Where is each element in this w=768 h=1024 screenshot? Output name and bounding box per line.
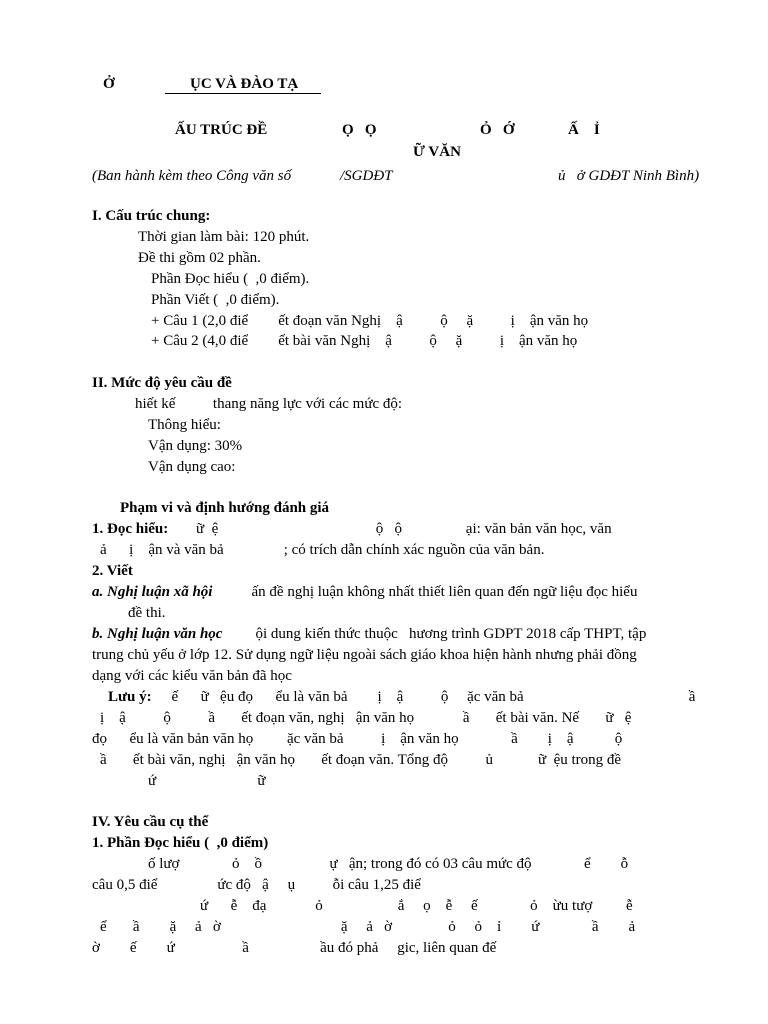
social-essay-text: ấn đề nghị luận không nhất thiết liên quan đến ngữ liệu đọc hiểu: [244, 584, 638, 600]
section4-line: ờ ế ứ ầ ầu đó phả gic, liên quan đế: [92, 940, 497, 956]
reading-text: ữ ệ ộ ộ ại: văn bản văn học, văn: [196, 521, 612, 537]
note-text: ế ữ ệu đọ ểu là văn bả ị ậ ộ ặc văn bả ầ: [164, 689, 696, 705]
section2-line: Thông hiểu:: [148, 417, 221, 433]
title-part-c: Ỏ Ớ: [480, 122, 515, 138]
header-underline: [165, 93, 321, 94]
section1-line: Phần Viết ( ,0 điểm).: [151, 292, 280, 308]
section3-heading: Phạm vi và định hướng đánh giá: [120, 500, 330, 516]
section4-line: ứ ễ đạ ỏ ắ ọ ễ ế ỏ ừu tượ ễ: [200, 898, 633, 914]
section2-heading: II. Mức độ yêu cầu đề: [92, 375, 232, 391]
subject-title: Ữ VĂN: [413, 144, 461, 160]
section2-line: Vận dụng: 30%: [148, 438, 243, 454]
section4-heading: IV. Yêu cầu cụ thể: [92, 814, 209, 830]
issued-note-b: /SGDĐT: [340, 168, 393, 184]
header-left-fragment: Ở: [103, 76, 115, 92]
section1-line: Thời gian làm bài: 120 phút.: [138, 229, 310, 245]
section4-line: câu 0,5 điể ức độ ậ ụ ỗi câu 1,25 điể: [92, 877, 421, 893]
literary-essay-text: trung chủ yếu ở lớp 12. Sử dụng ngữ liệu ngoài sách giáo khoa hiện hành nhưng phải đồng: [92, 647, 637, 663]
note-label: Lưu ý:: [108, 689, 152, 705]
section1-line: Phần Đọc hiểu ( ,0 điểm).: [151, 271, 310, 287]
issued-note-c: ủ ở GDĐT Ninh Bình): [558, 168, 700, 184]
title-part-d: Ấ Ỉ: [568, 122, 600, 138]
section1-line: Đề thi gồm 02 phần.: [138, 250, 261, 266]
literary-essay-text: dạng với các kiểu văn bản đã học: [92, 668, 292, 684]
department-name: ỤC VÀ ĐÀO TẠ: [190, 76, 299, 92]
note-text: ầ ết bài văn, nghị ận văn họ ết đoạn văn. Tổng độ ủ ữ ệu trong đề: [100, 752, 622, 768]
note-text: ứ ữ: [148, 773, 266, 789]
title-part-a: ẤU TRÚC ĐỀ: [175, 122, 268, 138]
section2-line: hiết kế thang năng lực với các mức độ:: [135, 396, 403, 412]
literary-essay-text: ội dung kiến thức thuộc hương trình GDPT 2018 cấp THPT, tập: [248, 626, 647, 642]
note-text: ị ậ ộ ầ ết đoạn văn, nghị ận văn họ ầ ết bài văn. Nế ữ ệ: [100, 710, 632, 726]
section4-line: ố lượ ỏ ồ ự ận; trong đó có 03 câu mức độ ể ỗ: [148, 856, 629, 872]
reading-label: 1. Đọc hiểu:: [92, 521, 169, 537]
section1-heading: I. Cấu trúc chung:: [92, 208, 211, 224]
writing-heading: 2. Viết: [92, 563, 133, 579]
note-text: đọ ểu là văn bản văn họ ặc văn bả ị ận văn họ ầ ị ậ ộ: [92, 731, 623, 747]
social-essay-label: a. Nghị luận xã hội: [92, 584, 213, 600]
title-part-b: Ọ Ọ: [342, 122, 377, 138]
literary-essay-label: b. Nghị luận văn học: [92, 626, 223, 642]
social-essay-text: đề thi.: [128, 605, 166, 621]
section1-line: + Câu 1 (2,0 điể ết đoạn văn Nghị ậ ộ ặ ị ận văn họ: [151, 313, 589, 329]
section2-line: Vận dụng cao:: [148, 459, 236, 475]
section1-line: + Câu 2 (4,0 điể ết bài văn Nghị ậ ộ ặ ị ận văn họ: [151, 333, 578, 349]
issued-note-a: (Ban hành kèm theo Công văn số: [92, 168, 292, 184]
reading-text: ả ị ận và văn bả ; có trích dẫn chính xác nguồn của văn bản.: [100, 542, 545, 558]
reading-part-heading: 1. Phần Đọc hiểu ( ,0 điểm): [92, 835, 269, 851]
section4-line: ể ầ ặ ả ờ ặ ả ờ ỏ ỏ ỉ ứ ầ ả: [100, 919, 636, 935]
